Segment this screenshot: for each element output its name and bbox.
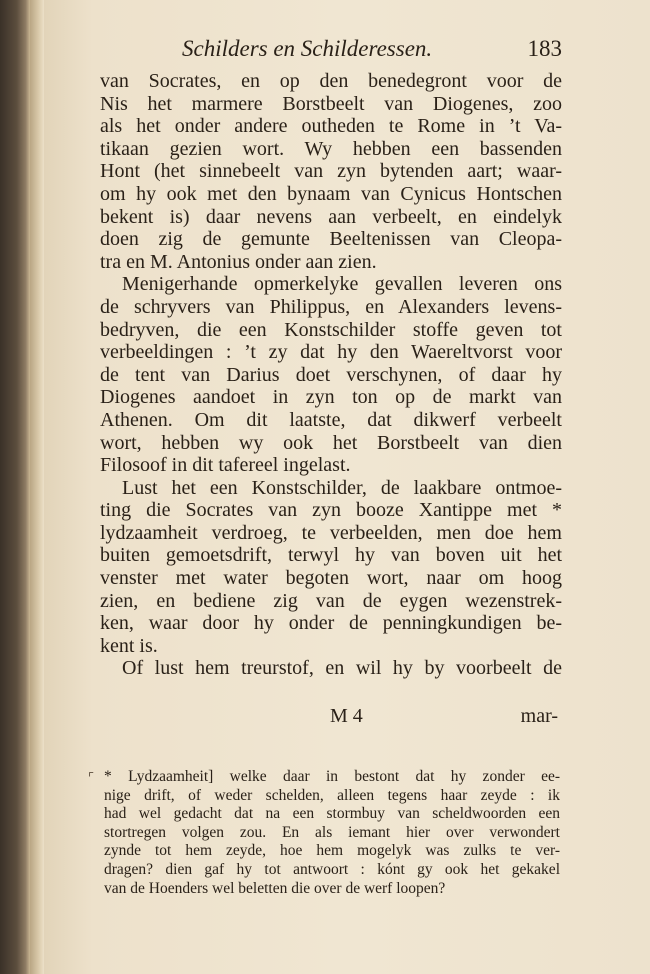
text-line: Athenen. Om dit laatste, dat dikwerf verbeelt [100,408,562,431]
text-line: buiten gemoetsdrift, terwyl hy van boven uit het [100,544,562,567]
page-footer [100,705,560,729]
text-line: bekent is) daar nevens aan verbeelt, en eindelyk [100,205,562,228]
text-line: verbeeldingen : ’t zy dat hy den Waereltvorst voor [100,341,562,364]
signature-mark: M 4 [330,705,363,727]
text-line: kent is. [100,634,158,657]
footnote-bracket-mark: ⌜ [88,770,95,785]
text-line: ting die Socrates van zyn booze Xantippe met * [100,499,562,522]
body-text [100,70,562,680]
text-line: tra en M. Antonius onder aan zien. [100,250,377,273]
text-line: Nis het marmere Borstbeelt van Diogenes, zoo [100,92,562,115]
text-line: als het onder andere outheden te Rome in ’t Va- [100,115,562,138]
footnote-line: dragen? dien gaf hy tot antwoort : kónt gy ook het gekakel [104,860,560,878]
text-line: ken, waar door hy onder de penningkundigen be- [100,612,562,635]
text-line: de schryvers van Philippus, en Alexanders levens- [100,295,562,318]
text-line: lydzaamheit verdroeg, te verbeelden, men doe hem [100,521,562,544]
text-line: zien, en bediene zig van de eygen wezenstrek- [100,589,562,612]
footnote-line: had wel gedacht dat na een stormbuy van scheldwoorden een [104,805,560,823]
footnote-line: zynde tot hem zeyde, hoe hem mogelyk was zulks te ver- [104,842,560,860]
footnote-line: stortregen volgen zou. En als iemant hier over verwondert [104,823,560,841]
text-line: de tent van Darius doet verschynen, of daar hy [100,363,562,386]
text-line: van Socrates, en op den benedegront voor de [100,70,562,92]
text-line: tikaan gezien wort. Wy hebben een bassenden [100,137,562,160]
text-line: om hy ook met den bynaam van Cynicus Hontschen [100,182,562,205]
text-line: Hont (het sinnebeelt van zyn bytenden aart; waar- [100,160,562,183]
text-line: Filosoof in dit tafereel ingelast. [100,454,351,477]
page-gutter [30,0,44,974]
text-line: bedryven, die een Konstschilder stoffe geven tot [100,318,562,341]
catchword: mar- [520,705,558,727]
text-line: Diogenes aandoet in zyn ton op de markt van [100,386,562,409]
page-number: 183 [527,36,562,61]
footnote-line: van de Hoenders wel beletten die over de werf loopen? [104,879,446,897]
book-spine [0,0,30,974]
footnote [104,768,560,898]
text-line: Lust het een Konstschilder, de laakbare ontmoe- [122,476,562,499]
footnote-line: nige drift, of weder schelden, alleen tegens haar zeyde : ik [104,786,560,804]
text-line: Menigerhande opmerkelyke gevallen leveren ons [122,273,562,296]
page-header [100,34,560,68]
text-line: Of lust hem treurstof, en wil hy by voorbeelt de [122,657,562,680]
text-line: wort, hebben wy ook het Borstbeelt van dien [100,431,562,454]
text-line: doen zig de gemunte Beeltenissen van Cleopa- [100,228,562,251]
text-line: venster met water begoten wort, naar om hoog [100,567,562,590]
footnote-line: * Lydzaamheit] welke daar in bestont dat hy zonder ee- [104,768,560,785]
running-title: Schilders en Schilderessen. [182,36,433,61]
